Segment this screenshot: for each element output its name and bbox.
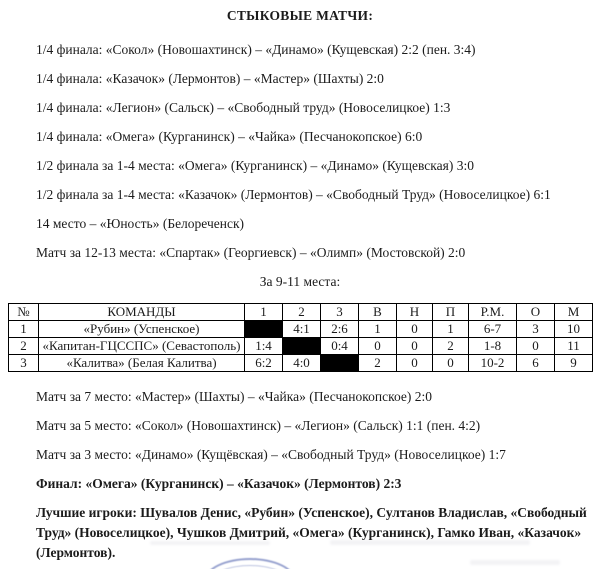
round-stamp-inner-ring [212,565,288,569]
match-line-quarterfinal-4: 1/4 финала: «Омега» (Курганинск) – «Чайка» (Песчанокопское) 6:0 [36,129,423,144]
cell-team: «Рубин» (Успенское) [39,321,245,338]
col-header-draws: Н [397,304,433,321]
match-line-quarterfinal-2: 1/4 финала: «Казачок» (Лермонтов) – «Мастер» (Шахты) 2:0 [36,71,384,86]
match-line-final: Финал: «Омега» (Курганинск) – «Казачок» (Лермонтов) 2:3 [36,476,402,491]
cell-place: 10 [555,321,593,338]
table-row [9,338,593,355]
col-header-1: 1 [245,304,283,321]
cell-points: 6 [517,355,555,372]
col-header-wins: В [359,304,397,321]
col-header-points: О [517,304,555,321]
match-line-place-5: Матч за 5 место: «Сокол» (Новошахтинск) – «Легион» (Сальск) 1:1 (пен. 4:2) [36,418,481,433]
cell-points: 3 [517,321,555,338]
cell-num: 2 [9,338,39,355]
table-row [9,321,593,338]
cell-team: «Капитан-ГЦССПС» (Севастополь) [39,338,245,355]
cell-score: 6:2 [245,355,283,372]
match-line-semifinal-2: 1/2 финала за 1-4 места: «Казачок» (Лермонтов) – «Свободный Труд» (Новоселицкое) 6:1 [36,187,551,202]
cell-draws: 0 [397,321,433,338]
cell-score: 4:0 [283,355,321,372]
col-header-place: М [555,304,593,321]
match-line-quarterfinal-3: 1/4 финала: «Легион» (Сальск) – «Свободный труд» (Новоселицкое) 1:3 [36,100,451,115]
match-line-place-12-13: Матч за 12-13 места: «Спартак» (Георгиевск) – «Олимп» (Мостовской) 2:0 [36,245,466,260]
col-header-goal-diff: Р.М. [469,304,517,321]
group-subheading: За 9-11 места: [259,274,341,289]
best-players-line: Труд» (Новоселицкое), Чушков Дмитрий, «Омега» (Курганинск), Гамко Иван, «Казачок» [36,525,582,540]
col-header-2: 2 [283,304,321,321]
cell-goal-diff: 10-2 [469,355,517,372]
cell-losses: 1 [433,321,469,338]
cell-goal-diff: 1-8 [469,338,517,355]
best-players-line: (Лермонтов). [36,545,116,560]
match-line-place-3: Матч за 3 место: «Динамо» (Кущёвская) – «Свободный Труд» (Новоселицкое) 1:7 [36,447,506,462]
scan-artifact [150,541,270,545]
match-line-quarterfinal-1: 1/4 финала: «Сокол» (Новошахтинск) – «Динамо» (Кущевская) 2:2 (пен. 3:4) [36,42,476,57]
scan-artifact [330,540,530,545]
table-row [9,355,593,372]
cell-self-black [245,321,283,338]
col-header-teams: КОМАНДЫ [39,304,245,321]
cell-self-black [321,355,359,372]
cell-score: 1:4 [245,338,283,355]
cell-goal-diff: 6-7 [469,321,517,338]
cell-self-black [283,338,321,355]
best-players-paragraph [36,503,592,563]
cell-place: 11 [555,338,593,355]
cell-score: 4:1 [283,321,321,338]
line-place-14: 14 место – «Юность» (Белореченск) [36,216,245,231]
match-line-place-7: Матч за 7 место: «Мастер» (Шахты) – «Чайка» (Песчанокопское) 2:0 [36,389,432,404]
col-header-number: № [9,304,39,321]
match-line-semifinal-1: 1/2 финала за 1-4 места: «Омега» (Курганинск) – «Динамо» (Кущевская) 3:0 [36,158,474,173]
cell-team: «Калитва» (Белая Калитва) [39,355,245,372]
cell-score: 0:4 [321,338,359,355]
standings-table [8,303,593,372]
cell-draws: 0 [397,338,433,355]
cell-losses: 2 [433,338,469,355]
cell-points: 0 [517,338,555,355]
cell-wins: 0 [359,338,397,355]
cell-place: 9 [555,355,593,372]
page-title: СТЫКОВЫЕ МАТЧИ: [226,8,374,23]
col-header-losses: П [433,304,469,321]
col-header-3: 3 [321,304,359,321]
cell-wins: 1 [359,321,397,338]
cell-num: 1 [9,321,39,338]
cell-losses: 0 [433,355,469,372]
table-header-row [9,304,593,321]
cell-num: 3 [9,355,39,372]
cell-wins: 2 [359,355,397,372]
scan-artifact [470,560,560,565]
cell-score: 2:6 [321,321,359,338]
best-players-line: Лучшие игроки: Шувалов Денис, «Рубин» (Успенское), Султанов Владислав, «Свободный [36,505,587,520]
cell-draws: 0 [397,355,433,372]
